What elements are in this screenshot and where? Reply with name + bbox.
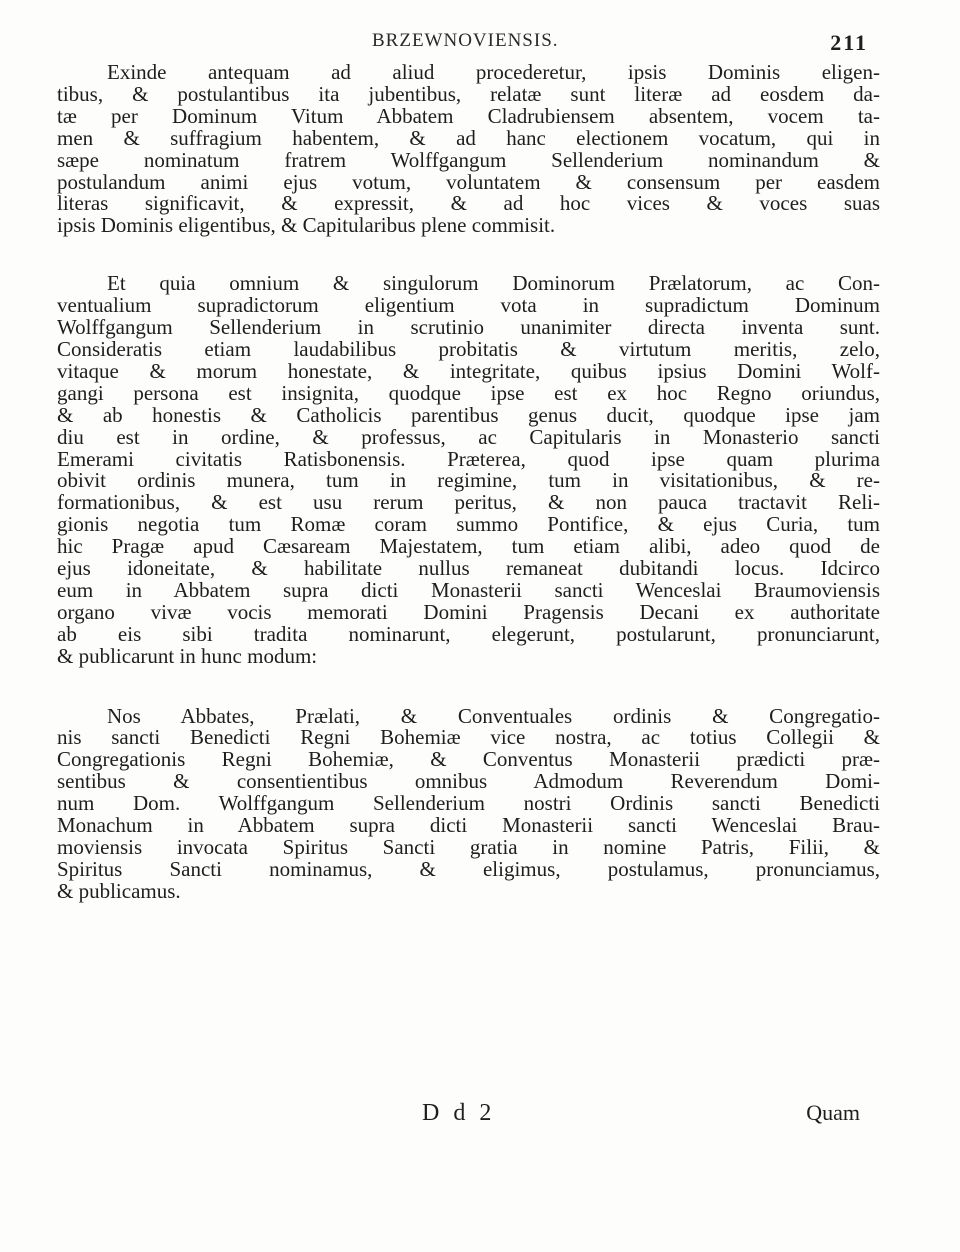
text-line: vitaque & morum honestate, & integritate, quibus ipsius Domini Wolf- [57,358,880,383]
text-line: Monachum in Abbatem supra dicti Monasterii sancti Wenceslai Brau- [57,813,880,838]
text-line: Consideratis etiam laudabilibus probitatis & virtutum meritis, zelo, [57,336,880,361]
text-line: gionis negotia tum Romæ coram summo Pontifice, & ejus Curia, tum [57,512,880,537]
text-line: & ab honestis & Catholicis parentibus genus ducit, quodque ipse jam [57,402,880,427]
text-line: postulandum animi ejus votum, voluntatem & consensum per easdem [57,169,880,194]
text-line: ventualium supradictorum eligentium vota in supradictum Dominum [57,293,880,318]
text-line: sæpe nominatum fratrem Wolffgangum Sellenderium nominandum & [57,147,880,172]
paragraph [57,273,880,667]
text-line: & publicarunt in hunc modum: [57,643,318,668]
text-line: & publicamus. [57,878,181,903]
text-line: ipsis Dominis eligentibus, & Capitularibus plene commisit. [57,213,556,238]
text-line: Spiritus Sancti nominamus, & eligimus, postulamus, pronunciamus, [57,856,880,881]
text-line: men & suffragium habentem, & ad hanc electionem vocatum, qui in [57,125,880,150]
text-line: Congregationis Regni Bohemiæ, & Conventus Monasterii prædicti præ- [57,747,880,772]
text-line: ab eis sibi tradita nominarunt, elegerunt, postularunt, pronunciarunt, [57,621,880,646]
signature-mark: D d 2 [422,1100,496,1126]
text-line: gangi persona est insignita, quodque ipse est ex hoc Regno oriundus, [57,380,880,405]
text-line: ejus idoneitate, & habilitate nullus remaneat dubitandi locus. Idcirco [57,556,880,581]
text-line: Et quia omnium & singulorum Dominorum Prælatorum, ac Con- [107,271,880,296]
page-footer [0,1100,960,1140]
text-line: Wolffgangum Sellenderium in scrutinio unanimiter directa inventa sunt. [57,315,880,340]
text-line: sentibus & consentientibus omnibus Admodum Reverendum Domi- [57,769,880,794]
text-line: formationibus, & est usu rerum peritus, & non pauca tractavit Reli- [57,490,880,515]
page-header [0,30,960,60]
text-line: organo vivæ vocis memorati Domini Pragensis Decani ex authoritate [57,599,880,624]
text-line: Nos Abbates, Prælati, & Conventuales ordinis & Congregatio- [107,703,880,728]
text-line: eum in Abbatem supra dicti Monasterii sancti Wenceslai Braumoviensis [57,577,880,602]
text-line: moviensis invocata Spiritus Sancti gratia in nomine Patris, Filii, & [57,835,880,859]
paragraph [57,62,880,237]
running-head: BRZEWNOVIENSIS. [372,30,559,51]
text-line: Exinde antequam ad aliud procederetur, ipsis Dominis eligen- [107,60,880,84]
text-line: diu est in ordine, & professus, ac Capitularis in Monasterio sancti [57,424,880,449]
body-text [57,62,880,903]
text-line: tibus, & postulantibus ita jubentibus, relatæ sunt literæ ad eosdem da- [57,81,880,106]
text-line: tæ per Dominum Vitum Abbatem Cladrubiensem absentem, vocem ta- [57,103,880,128]
text-line: obivit ordinis munera, tum in regimine, tum in visitationibus, & re- [57,468,880,493]
text-line: hic Pragæ apud Cæsaream Majestatem, tum etiam alibi, adeo quod de [57,534,880,559]
text-line: Emerami civitatis Ratisbonensis. Præterea, quod ipse quam plurima [57,446,880,471]
text-line: num Dom. Wolffgangum Sellenderium nostri Ordinis sancti Benedicti [57,791,880,816]
text-line: nis sancti Benedicti Regni Bohemiæ vice nostra, ac totius Collegii & [57,725,880,750]
page-number: 211 [830,30,868,55]
text-line: literas significavit, & expressit, & ad hoc vices & voces suas [57,191,880,216]
paragraph [57,703,880,903]
catchword: Quam [806,1100,860,1125]
